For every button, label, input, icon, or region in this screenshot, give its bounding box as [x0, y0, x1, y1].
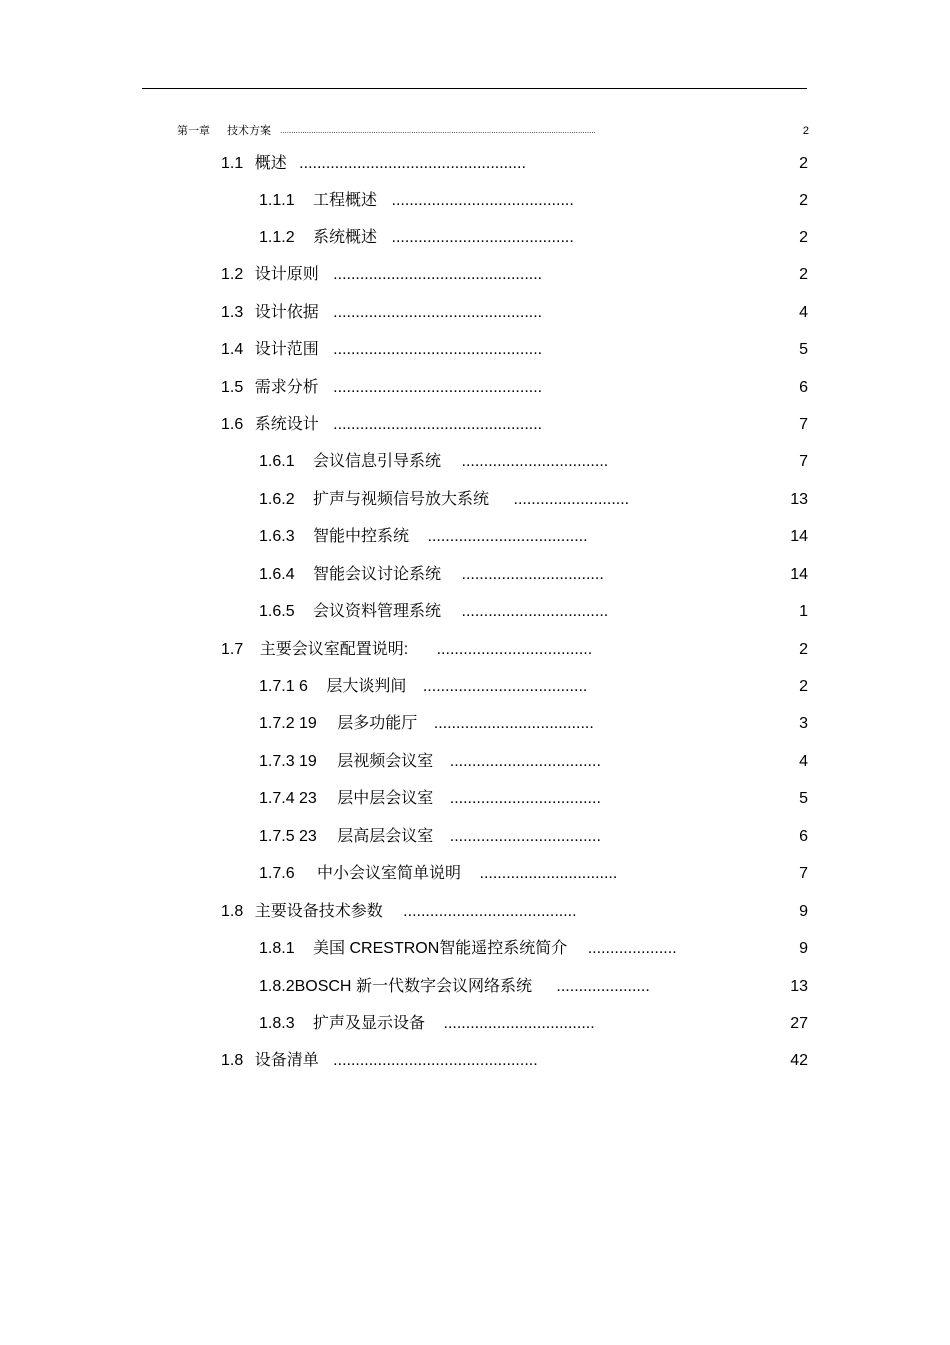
toc-entry-page: 2 — [799, 641, 808, 658]
toc-entry-page: 2 — [799, 192, 808, 209]
toc-entry-number: 1.6.4 — [259, 566, 295, 583]
toc-entry[interactable] — [259, 714, 808, 734]
toc-entry-title: 美国 CRESTRON智能遥控系统简介 — [313, 940, 568, 957]
toc-entry-title: 设计原则 — [254, 266, 319, 283]
toc-entry-title: 设计范围 — [254, 341, 319, 358]
toc-entry-page: 2 — [802, 125, 809, 137]
toc-entry-leader: .................................... — [433, 715, 594, 732]
toc-entry[interactable] — [221, 415, 808, 435]
toc-entry-number: 1.3 — [221, 304, 244, 321]
toc-entry-number: 1.7.6 — [259, 865, 295, 882]
toc-entry-number: 1.5 — [221, 379, 244, 396]
toc-entry-page: 9 — [799, 940, 808, 957]
toc-entry-number: 1.7.1 6 — [259, 678, 308, 695]
toc-entry-number: 1.6.1 — [259, 453, 295, 470]
toc-entry-title: 层高层会议室 — [337, 828, 434, 845]
toc-entry-number: 1.2 — [221, 266, 244, 283]
toc-entry-title: 层视频会议室 — [337, 753, 434, 770]
toc-entry-page: 2 — [799, 266, 808, 283]
toc-entry-leader: ..................... — [556, 978, 650, 995]
toc-entry-title: 工程概述 — [313, 192, 378, 209]
toc-entry-page: 2 — [799, 155, 808, 172]
toc-entry-leader: .......................... — [513, 491, 630, 508]
toc-entry-page: 9 — [799, 903, 808, 920]
toc-entry-leader: .................................. — [449, 790, 601, 807]
toc-entry-number: 1.7.4 23 — [259, 790, 317, 807]
toc-entry-page: 13 — [790, 491, 808, 508]
toc-entry[interactable] — [259, 864, 808, 884]
toc-entry-leader: ............................................... — [333, 341, 543, 358]
toc-entry-title: 智能中控系统 — [313, 528, 410, 545]
toc-entry-number: 1.1.1 — [259, 192, 295, 209]
toc-entry[interactable] — [259, 677, 808, 697]
toc-entry[interactable] — [259, 789, 808, 809]
toc-entry[interactable] — [259, 191, 808, 211]
toc-entry-leader: ....................................... — [403, 903, 577, 920]
toc-entry-page: 7 — [799, 453, 808, 470]
toc-entry-number: 1.8.2BOSCH — [259, 978, 352, 995]
toc-entry-number: 1.7 — [221, 641, 244, 658]
toc-entry[interactable] — [221, 340, 808, 360]
toc-entry-page: 5 — [799, 341, 808, 358]
toc-entry[interactable] — [221, 378, 808, 398]
toc-entry-number: 1.4 — [221, 341, 244, 358]
toc-entry-page: 6 — [799, 379, 808, 396]
toc-entry-number: 1.7.5 23 — [259, 828, 317, 845]
toc-entry-leader: ..................................... — [422, 678, 588, 695]
toc-entry-title: 扩声及显示设备 — [313, 1015, 426, 1032]
toc-entry-leader: ................................... — [436, 641, 593, 658]
toc-entry-leader: ............................... — [479, 865, 618, 882]
toc-entry[interactable] — [221, 902, 808, 922]
toc-entry-number: 1.8 — [221, 903, 244, 920]
toc-entry-leader: .................................... — [427, 528, 588, 545]
toc-entry-page: 2 — [799, 678, 808, 695]
toc-entry-leader: ............................................... — [333, 379, 543, 396]
toc-entry-chapter[interactable] — [177, 123, 809, 139]
toc-entry-page: 27 — [790, 1015, 808, 1032]
toc-entry[interactable] — [221, 265, 808, 285]
toc-entry-leader: .................... — [587, 940, 677, 957]
toc-entry-page: 7 — [799, 416, 808, 433]
toc-entry-leader: ............................................... — [333, 266, 543, 283]
toc-entry[interactable] — [259, 1014, 808, 1034]
toc-entry-page: 3 — [799, 715, 808, 732]
toc-entry-leader: ................................. — [461, 603, 609, 620]
toc-entry-leader: .................................. — [449, 753, 601, 770]
toc-entry-number: 1.6.3 — [259, 528, 295, 545]
toc-entry-leader: ......................................... — [391, 229, 574, 246]
toc-entry[interactable] — [221, 303, 808, 323]
toc-entry-title: 智能会议讨论系统 — [313, 566, 442, 583]
toc-entry-page: 5 — [799, 790, 808, 807]
header-rule — [142, 88, 807, 89]
toc-entry-number: 1.1 — [221, 155, 244, 172]
toc-entry[interactable] — [221, 1051, 808, 1071]
toc-entry[interactable] — [259, 452, 808, 472]
toc-entry-page: 13 — [790, 978, 808, 995]
toc-entry[interactable] — [259, 977, 808, 997]
toc-entry-leader: .............................................. — [333, 1052, 538, 1069]
toc-entry-title: 会议资料管理系统 — [313, 603, 442, 620]
toc-entry-leader: ................................. — [461, 453, 609, 470]
toc-entry-number: 1.8 — [221, 1052, 244, 1069]
toc-entry-number: 1.6.5 — [259, 603, 295, 620]
toc-entry-page: 1 — [799, 603, 808, 620]
toc-entry-title: 层多功能厅 — [337, 715, 418, 732]
toc-entry-title: 系统概述 — [313, 229, 378, 246]
toc-entry-page: 6 — [799, 828, 808, 845]
toc-entry-title: 中小会议室简单说明 — [317, 865, 462, 882]
toc-entry[interactable] — [259, 602, 808, 622]
toc-entry-page: 42 — [790, 1052, 808, 1069]
toc-entry[interactable] — [259, 939, 808, 959]
toc-entry[interactable] — [259, 827, 808, 847]
toc-entry-leader: ......................................... — [391, 192, 574, 209]
toc-entry-page: 7 — [799, 865, 808, 882]
toc-entry-page: 2 — [799, 229, 808, 246]
toc-entry[interactable] — [259, 228, 808, 248]
toc-entry-leader: ............................................... — [333, 304, 543, 321]
toc-entry[interactable] — [259, 527, 808, 547]
toc-entry-title: 扩声与视频信号放大系统 — [313, 491, 490, 508]
toc-entry-number: 1.8.1 — [259, 940, 295, 957]
toc-entry-leader: .............................................................................................................................................. — [280, 126, 596, 135]
toc-entry-title: 系统设计 — [254, 416, 319, 433]
toc-entry-page: 14 — [790, 528, 808, 545]
toc-entry-title: 层中层会议室 — [337, 790, 434, 807]
toc-entry-number: 1.7.3 19 — [259, 753, 317, 770]
toc-entry-leader: ................................ — [461, 566, 604, 583]
toc-entry-leader: ................................................... — [299, 155, 526, 172]
toc-entry-title: 设备清单 — [254, 1052, 319, 1069]
toc-entry-page: 4 — [799, 753, 808, 770]
toc-entry-title: 概述 — [254, 155, 287, 172]
toc-entry-leader: .................................. — [443, 1015, 595, 1032]
toc-entry[interactable] — [259, 565, 808, 585]
toc-entry[interactable] — [259, 490, 808, 510]
toc-entry-number: 第一章 — [177, 125, 210, 137]
toc-entry-leader: .................................. — [449, 828, 601, 845]
toc-entry-title: 技术方案 — [227, 125, 272, 137]
toc-entry[interactable] — [221, 640, 808, 660]
toc-entry-title: 会议信息引导系统 — [313, 453, 442, 470]
toc-entry-title: 层大谈判间 — [326, 678, 407, 695]
toc-entry[interactable] — [259, 752, 808, 772]
toc-entry-page: 4 — [799, 304, 808, 321]
toc-entry-number: 1.1.2 — [259, 229, 295, 246]
toc-entry-title: 主要设备技术参数 — [254, 903, 383, 920]
toc-entry[interactable] — [221, 154, 808, 174]
toc-entry-leader: ............................................... — [333, 416, 543, 433]
toc-entry-number: 1.6 — [221, 416, 244, 433]
toc-entry-number: 1.8.3 — [259, 1015, 295, 1032]
toc-entry-title: 新一代数字会议网络系统 — [355, 978, 532, 995]
toc-entry-page: 14 — [790, 566, 808, 583]
toc-entry-number: 1.6.2 — [259, 491, 295, 508]
toc-entry-number: 1.7.2 19 — [259, 715, 317, 732]
toc-entry-title: 需求分析 — [254, 379, 319, 396]
toc-entry-title: 主要会议室配置说明: — [259, 641, 409, 658]
toc-entry-title: 设计依据 — [254, 304, 319, 321]
